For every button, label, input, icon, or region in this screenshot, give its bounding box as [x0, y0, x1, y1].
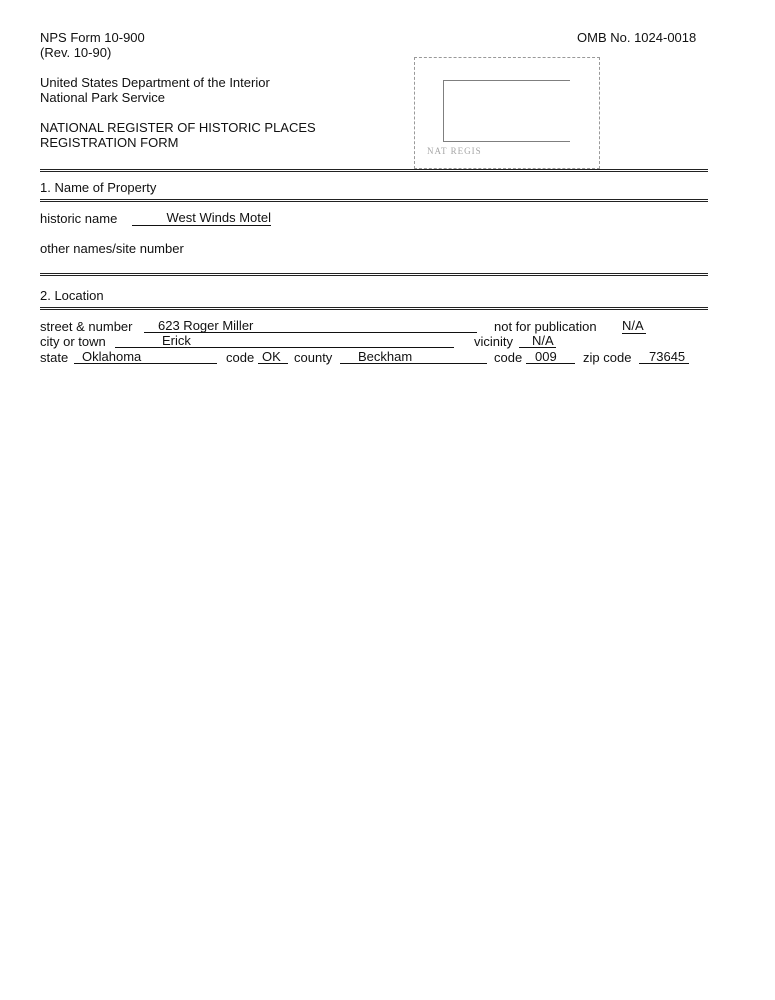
zip-value: 73645	[649, 349, 686, 364]
stamp-frame	[443, 80, 570, 142]
county-label: county	[294, 350, 333, 365]
state-label: state	[40, 350, 69, 365]
state-code-label: code	[226, 350, 255, 365]
state-value: Oklahoma	[82, 349, 142, 364]
zip-field[interactable]	[639, 349, 689, 364]
section-1-heading: 1. Name of Property	[40, 180, 157, 195]
county-value: Beckham	[358, 349, 413, 364]
omb-number: OMB No. 1024-0018	[577, 30, 697, 45]
street-value: 623 Roger Miller	[158, 318, 254, 333]
vicinity-value: N/A	[532, 333, 554, 348]
vicinity-label: vicinity	[474, 334, 514, 349]
state-code-field[interactable]	[258, 349, 288, 364]
street-label: street & number	[40, 319, 133, 334]
received-stamp	[414, 57, 600, 169]
form-number: NPS Form 10-900	[40, 30, 145, 45]
vicinity-field[interactable]	[519, 333, 556, 348]
city-field[interactable]	[115, 333, 454, 348]
stamp-text: NAT REGIS	[427, 146, 482, 156]
zip-label: zip code	[583, 350, 632, 365]
not-for-publication-label: not for publication	[494, 319, 597, 334]
agency-line-2: National Park Service	[40, 90, 165, 105]
other-names-label: other names/site number	[40, 241, 184, 256]
section-divider	[40, 273, 708, 276]
historic-name-value: West Winds Motel	[166, 210, 271, 225]
form-title-line-1: NATIONAL REGISTER OF HISTORIC PLACES	[40, 120, 316, 135]
city-label: city or town	[40, 334, 106, 349]
county-code-field[interactable]	[526, 349, 575, 364]
historic-name-label: historic name	[40, 211, 118, 226]
form-title-line-2: REGISTRATION FORM	[40, 135, 179, 150]
agency-line-1: United States Department of the Interior	[40, 75, 270, 90]
not-for-publication-value: N/A	[622, 318, 644, 333]
section-divider	[40, 169, 708, 172]
section-divider	[40, 307, 708, 310]
not-for-publication-field[interactable]	[622, 318, 646, 334]
street-field[interactable]	[144, 318, 477, 333]
historic-name-field[interactable]	[132, 210, 271, 226]
section-2-heading: 2. Location	[40, 288, 104, 303]
county-field[interactable]	[340, 349, 487, 364]
state-field[interactable]	[74, 349, 217, 364]
county-code-value: 009	[535, 349, 557, 364]
state-code-value: OK	[262, 349, 281, 364]
section-divider	[40, 199, 708, 202]
county-code-label: code	[494, 350, 523, 365]
form-revision: (Rev. 10-90)	[40, 45, 112, 60]
city-value: Erick	[162, 333, 191, 348]
